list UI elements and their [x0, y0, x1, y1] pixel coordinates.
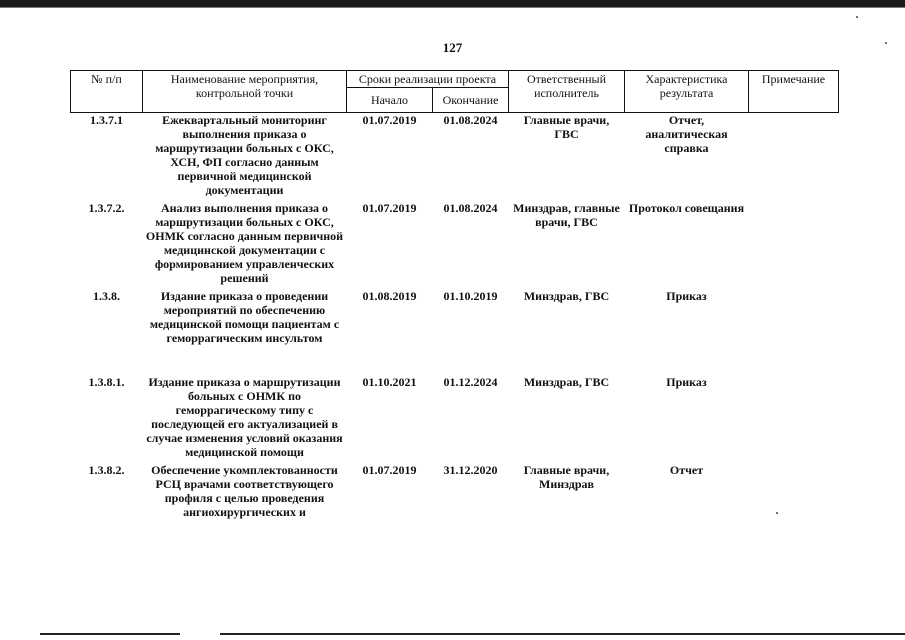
cell-note [749, 463, 839, 519]
cell-note [749, 113, 839, 202]
table-row [71, 201, 839, 289]
cell-note [749, 289, 839, 375]
cell-result: Приказ [666, 289, 707, 303]
header-end: Окончание [433, 88, 509, 113]
cell-num: 1.3.7.1 [90, 113, 123, 127]
cell-result: Протокол совещания [628, 201, 745, 215]
table-row [71, 289, 839, 375]
project-plan-table [70, 70, 839, 519]
cell-start: 01.08.2019 [362, 289, 417, 303]
cell-start: 01.10.2021 [362, 375, 417, 389]
cell-name: Ежеквартальный мониторинг выполнения приказа о маршрутизации больных с ОКС, ХСН, ФП согласно данным первичной медицинской документации [155, 113, 334, 197]
cell-name: Обеспечение укомплектованности РСЦ врачами соответствующего профиля с целью проведения ангиохирургических и [151, 463, 338, 519]
page-number: 127 [442, 40, 463, 55]
scan-edge-top [0, 0, 905, 7]
cell-name: Издание приказа о проведении мероприятий по обеспечению медицинской помощи пациентам с геморрагическим инсультом [149, 289, 340, 345]
header-name: Наименование мероприятия, контрольной точки [143, 71, 347, 113]
scan-edge-top-line [0, 7, 905, 8]
header-period: Сроки реализации проекта [347, 71, 509, 88]
cell-num: 1.3.8. [93, 289, 120, 303]
cell-note [749, 375, 839, 463]
header-start: Начало [347, 88, 433, 113]
cell-name: Издание приказа о маршрутизации больных с ОНМК по геморрагическому типу с последующей его актуализацией в случае изменения условий оказания медицинской помощи [146, 375, 343, 459]
table-row [71, 375, 839, 463]
cell-result: Отчет, аналитическая справка [645, 113, 728, 155]
cell-end: 01.08.2024 [443, 113, 498, 127]
table-row [71, 463, 839, 519]
header-note: Примечание [749, 71, 839, 113]
cell-end: 31.12.2020 [443, 463, 498, 477]
scan-speck [856, 16, 858, 18]
cell-end: 01.08.2024 [443, 201, 498, 215]
cell-start: 01.07.2019 [362, 113, 417, 127]
cell-responsible: Минздрав, ГВС [523, 375, 610, 389]
table-header-row [71, 71, 839, 88]
cell-end: 01.10.2019 [443, 289, 498, 303]
cell-responsible: Главные врачи, Минздрав [523, 463, 610, 491]
cell-name: Анализ выполнения приказа о маршрутизации больных с ОКС, ОНМК согласно данным первичной медицинской документации с формированием управленческих решений [145, 201, 344, 285]
cell-responsible: Главные врачи, ГВС [523, 113, 610, 141]
cell-num: 1.3.8.2. [88, 463, 125, 477]
scan-edge-bottom [40, 633, 905, 635]
cell-result: Приказ [666, 375, 707, 389]
cell-num: 1.3.8.1. [88, 375, 125, 389]
cell-start: 01.07.2019 [362, 201, 417, 215]
header-result: Характеристика результата [625, 71, 749, 113]
cell-num: 1.3.7.2. [88, 201, 125, 215]
scan-edge-bottom-gap [180, 633, 220, 635]
cell-responsible: Минздрав, главные врачи, ГВС [513, 201, 620, 229]
cell-responsible: Минздрав, ГВС [523, 289, 610, 303]
cell-end: 01.12.2024 [443, 375, 498, 389]
cell-note [749, 201, 839, 289]
header-responsible: Ответственный исполнитель [509, 71, 625, 113]
cell-result: Отчет [669, 463, 704, 477]
table-row [71, 113, 839, 202]
header-num: № п/п [71, 71, 143, 113]
cell-start: 01.07.2019 [362, 463, 417, 477]
